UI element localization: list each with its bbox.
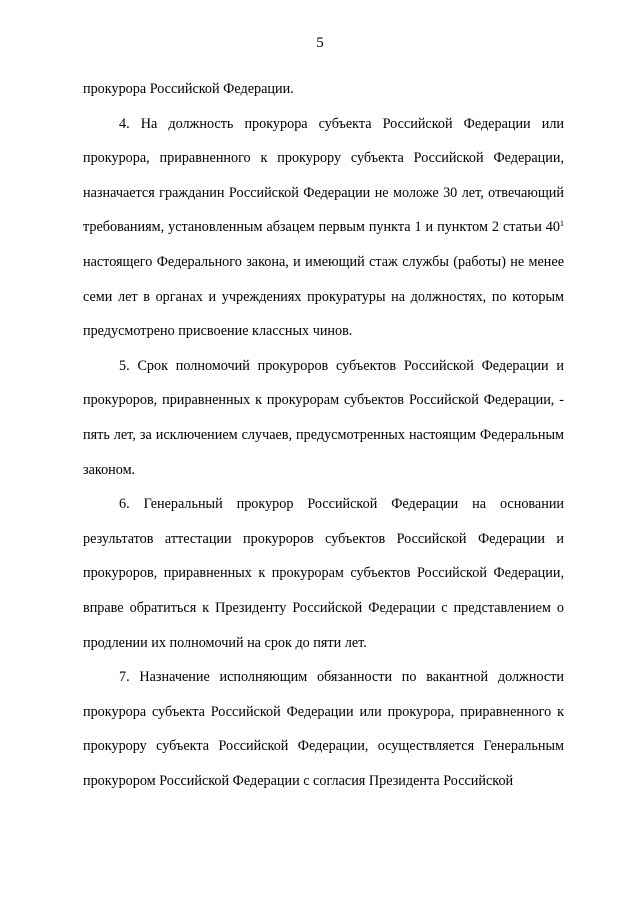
article-superscript: 1 xyxy=(560,219,564,229)
paragraph-continuation: прокурора Российской Федерации. xyxy=(83,81,294,97)
paragraph-4 xyxy=(83,107,564,349)
paragraph-4-tail: настоящего Федерального закона, и имеющий стаж службы (работы) не менее семи лет в органах и учреждениях прокуратуры на должностях, по которым предусмотрено присвоение классных чинов. xyxy=(83,253,564,340)
paragraph-5: 5. Срок полномочий прокуроров субъектов Российской Федерации и прокуроров, приравненных к прокурорам субъектов Российской Федерации, - пять лет, за исключением случаев, предусмотренных настоящим Федеральным законом. xyxy=(83,357,564,478)
document-body xyxy=(83,72,564,798)
page-number: 5 xyxy=(316,35,324,51)
paragraph-4-text: 4. На должность прокурора субъекта Российской Федерации или прокурора, приравненного к прокурору субъекта Российской Федерации, назначается гражданин Российской Федерации не моложе 30 лет, отвечающий требованиям, установленным абзацем первым пункта 1 и пунктом 2 статьи 40 xyxy=(83,115,564,236)
paragraph-6: 6. Генеральный прокурор Российской Федерации на основании результатов аттестации прокуроров субъектов Российской Федерации и прокуроров, приравненных к прокурорам субъектов Российской Федерации, вправе обратиться к Президенту Российской Федерации с представлением о продлении их полномочий на срок до пяти лет. xyxy=(83,496,564,651)
paragraph-7: 7. Назначение исполняющим обязанности по вакантной должности прокурора субъекта Российской Федерации или прокурора, приравненного к прокурору субъекта Российской Федерации, осуществляется Генеральным прокурором Российской Федерации с согласия Президента Российской xyxy=(83,669,564,789)
